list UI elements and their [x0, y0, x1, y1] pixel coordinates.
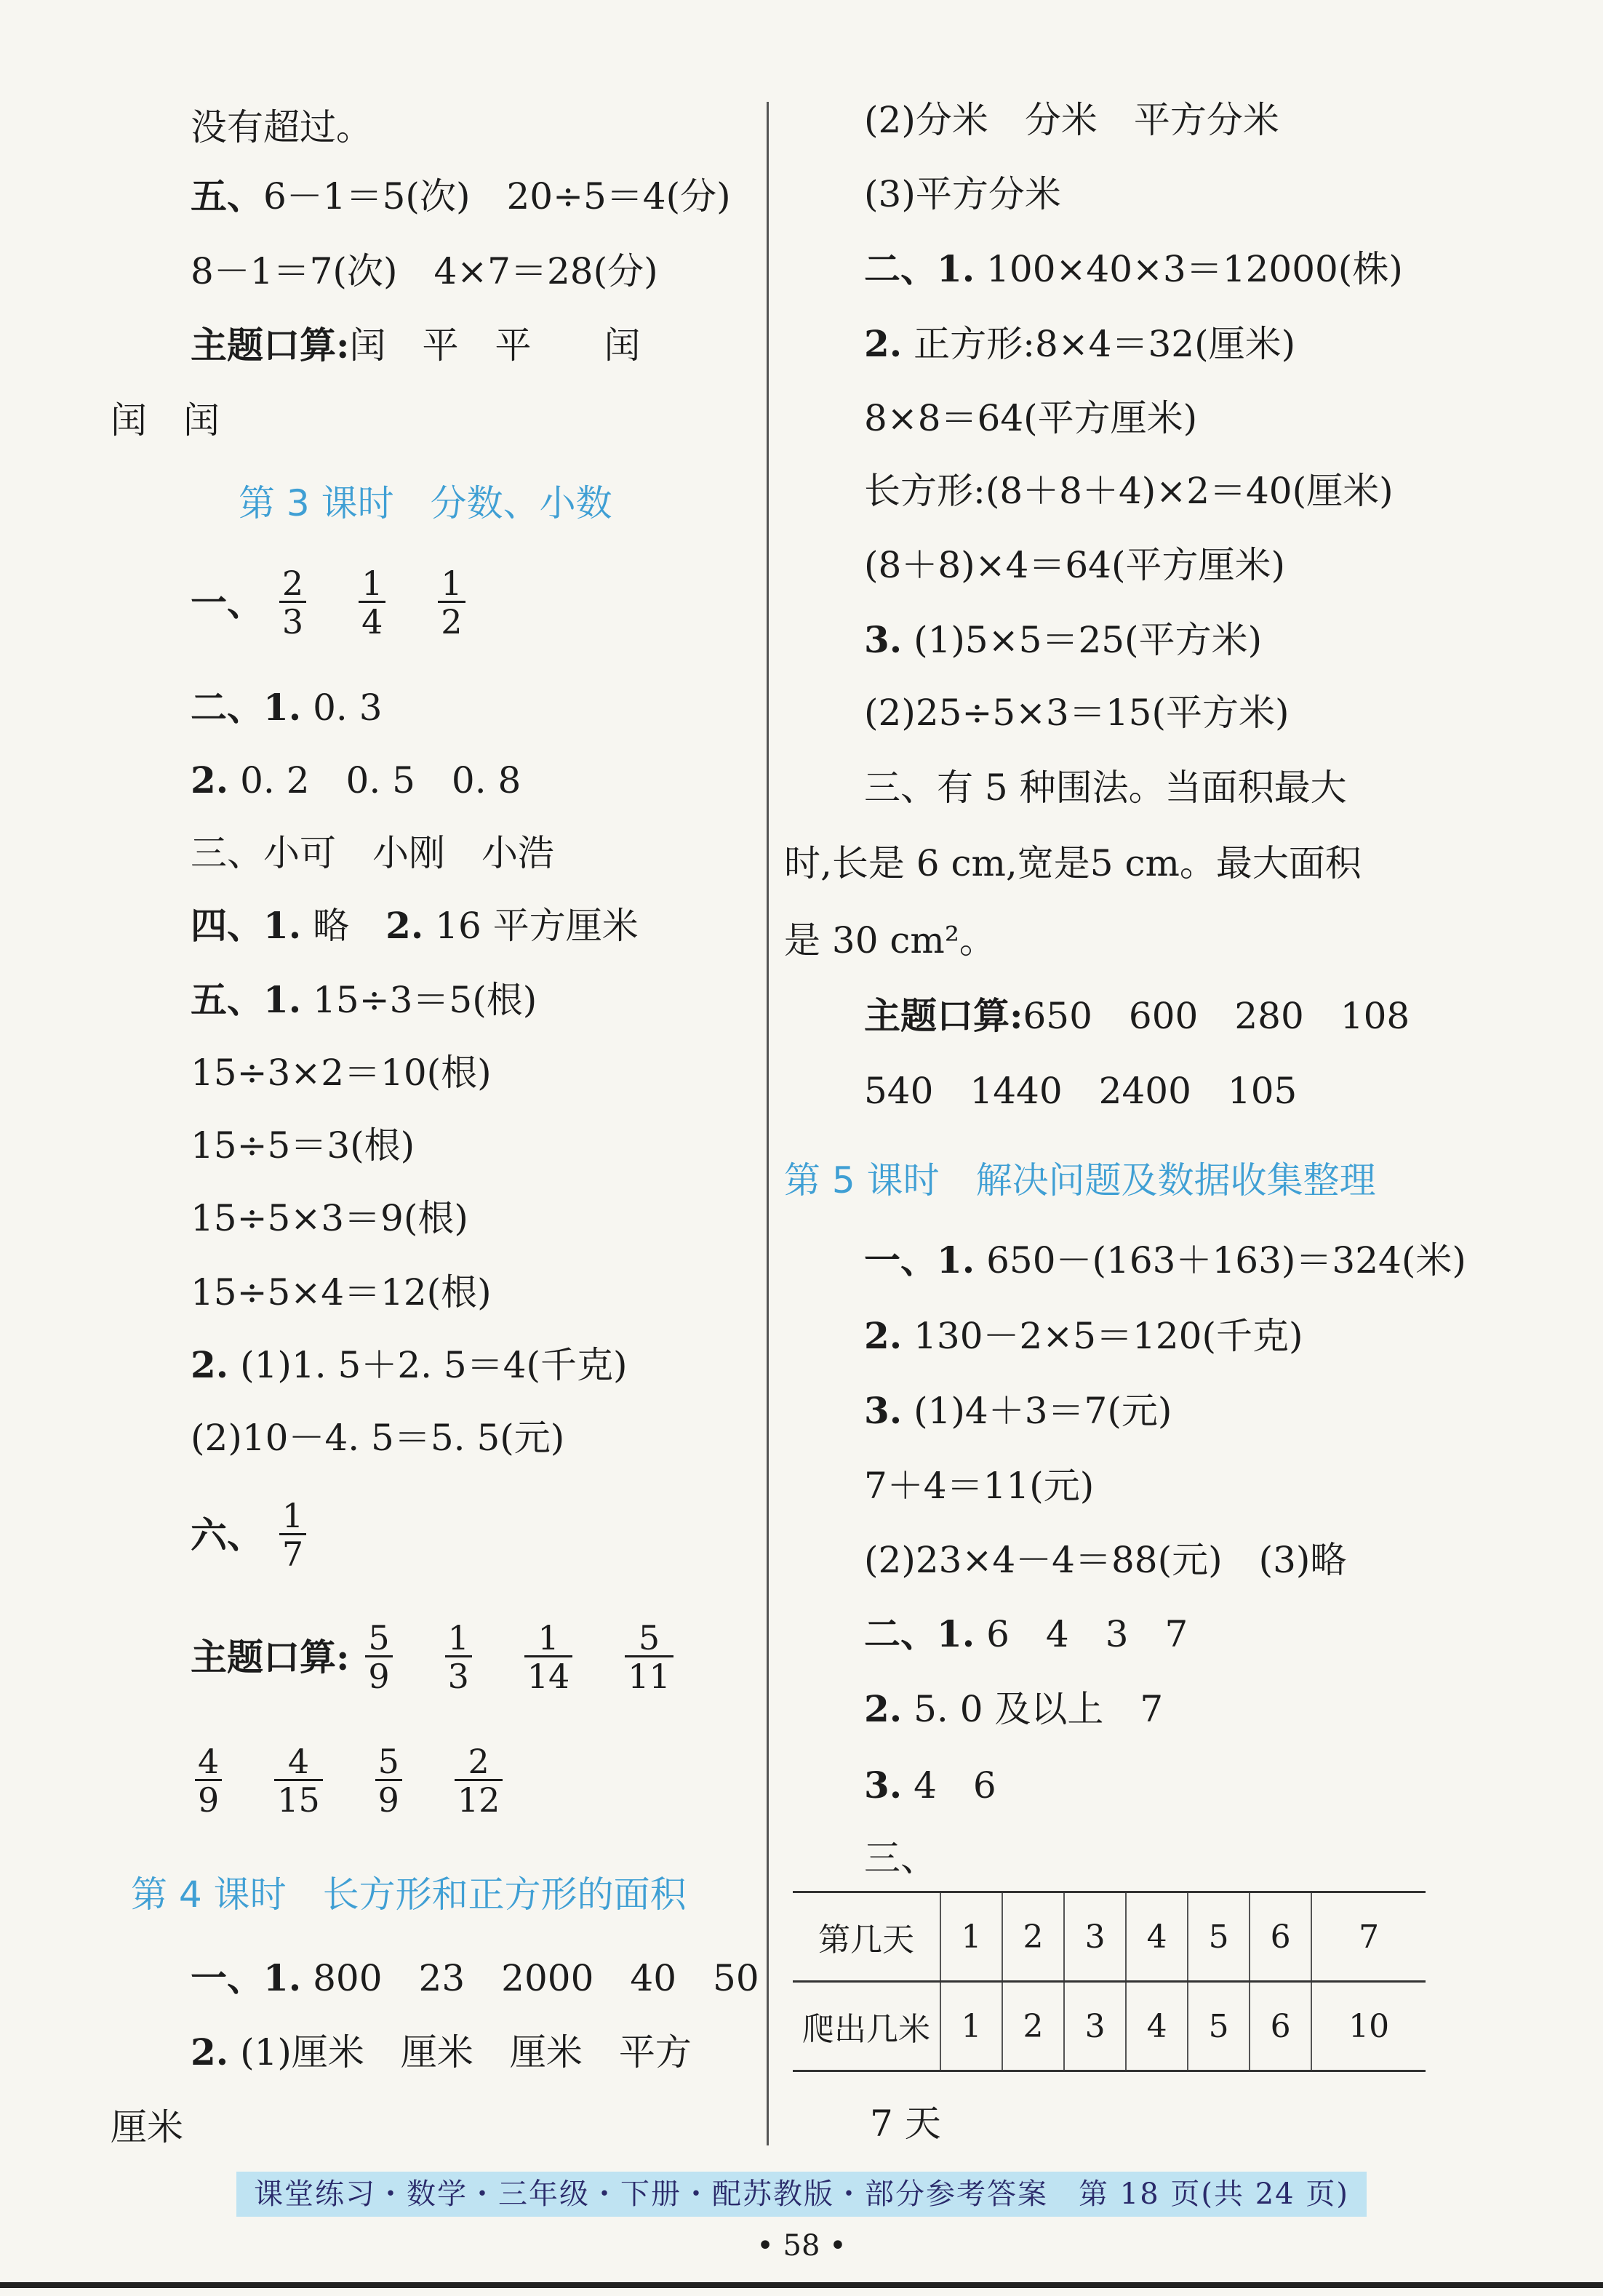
answer-line — [864, 322, 1296, 365]
answer-text: 略 — [301, 905, 386, 947]
answer-text: (1)1. 5＋2. 5＝4(千克) — [228, 1344, 628, 1386]
answer-line — [191, 1343, 628, 1386]
answer-text: 闰 平 平 闰 — [349, 324, 641, 367]
page-number: • 58 • — [756, 2229, 847, 2263]
table-cell: 4 — [1126, 1892, 1188, 1982]
answer-line: 8－1＝7(次) 4×7＝28(分) — [191, 250, 658, 292]
answer-line: (2)25÷5×3＝15(平方米) — [864, 692, 1290, 734]
section-label: 2. — [191, 759, 229, 801]
answer-line: 7＋4＝11(元) — [864, 1465, 1095, 1507]
answer-text: 800 23 2000 40 50 — [301, 1957, 759, 1999]
answer-text: 6 4 3 7 — [975, 1613, 1188, 1655]
answer-text: 15÷3＝5(根) — [301, 979, 537, 1021]
answer-line: 8×8＝64(平方厘米) — [864, 397, 1198, 439]
answer-line — [864, 1239, 1466, 1281]
fraction: $\frac{2}{12}$ — [455, 1744, 503, 1818]
section-label: 二、1. — [191, 686, 302, 729]
lesson-title: 第 5 课时 解决问题及数据收集整理 — [784, 1159, 1376, 1201]
table-cell: 2 — [1002, 1982, 1064, 2071]
answer-line — [864, 1389, 1172, 1432]
section-label: 2. — [191, 1343, 229, 1386]
answer-line: (8＋8)×4＝64(平方厘米) — [864, 544, 1285, 586]
section-label: 二、1. — [864, 247, 975, 290]
table-cell: 10 — [1311, 1982, 1426, 2071]
answer-line — [191, 566, 502, 640]
table-row-header: 爬出几米 — [793, 1982, 940, 2071]
section-label: 一、1. — [191, 1956, 302, 1999]
fraction: $\frac{5}{11}$ — [625, 1620, 673, 1695]
climb-table — [793, 1891, 1426, 2072]
section-label: 2. — [864, 322, 903, 365]
answer-line — [191, 175, 731, 217]
section-label: 3. — [864, 1764, 903, 1807]
answer-line — [191, 978, 537, 1021]
answer-text: 4 6 — [902, 1764, 996, 1807]
table-cell: 3 — [1064, 1982, 1126, 2071]
answer-text: 650 600 280 108 — [1023, 995, 1410, 1037]
section-label: 一、 — [191, 580, 263, 624]
answer-line — [864, 1314, 1303, 1357]
table-row-header: 第几天 — [793, 1892, 940, 1982]
fraction: $\frac{4}{15}$ — [274, 1744, 323, 1818]
table-cell: 2 — [1002, 1892, 1064, 1982]
table-cell: 5 — [1188, 1892, 1250, 1982]
fraction: $\frac{1}{3}$ — [445, 1620, 472, 1695]
answer-line — [864, 247, 1403, 290]
fraction: $\frac{1}{2}$ — [438, 566, 465, 640]
answer-line: 15÷5×3＝9(根) — [191, 1197, 468, 1239]
answer-text: 5. 0 及以上 7 — [902, 1688, 1164, 1730]
answer-text: 0. 3 — [301, 687, 383, 729]
answer-text: 0. 2 0. 5 0. 8 — [228, 759, 521, 801]
fraction: $\frac{2}{3}$ — [279, 566, 306, 640]
section-label: 主题口算: — [191, 1635, 350, 1679]
answer-line: 15÷5×4＝12(根) — [191, 1271, 492, 1313]
table-cell: 1 — [940, 1892, 1002, 1982]
answer-text: 650－(163＋163)＝324(米) — [975, 1239, 1466, 1281]
answer-line — [191, 759, 521, 801]
fraction: $\frac{4}{9}$ — [195, 1744, 222, 1818]
section-label: 五、1. — [191, 978, 302, 1021]
answer-line: (2)分米 分米 平方分米 — [864, 99, 1279, 141]
answer-line — [864, 994, 1410, 1037]
section-label: 四、1. — [191, 904, 302, 947]
table-row — [793, 1982, 1426, 2071]
table-cell: 1 — [940, 1982, 1002, 2071]
section-label: 2. — [864, 1314, 903, 1357]
fraction: $\frac{5}{9}$ — [375, 1744, 402, 1818]
section-label: 六、 — [191, 1513, 263, 1556]
answer-line: 三、 — [864, 1837, 937, 1879]
section-label: 2. — [864, 1687, 903, 1730]
table-cell: 6 — [1250, 1892, 1311, 1982]
answer-line: (3)平方分米 — [864, 173, 1061, 215]
section-label: 主题口算: — [191, 324, 350, 367]
answer-text: 6－1＝5(次) 20÷5＝4(分) — [263, 175, 731, 217]
answer-line: 是 30 cm²。 — [784, 919, 996, 961]
answer-line: 15÷5＝3(根) — [191, 1124, 415, 1167]
table-row — [793, 1892, 1426, 1982]
answer-line — [864, 618, 1263, 661]
answer-line: 长方形:(8＋8＋4)×2＝40(厘米) — [864, 470, 1394, 512]
table-cell: 6 — [1250, 1982, 1311, 2071]
answer-line: 厘米 — [111, 2106, 183, 2148]
section-label: 3. — [864, 1389, 903, 1432]
answer-text: 100×40×3＝12000(株) — [975, 248, 1403, 290]
lesson-title: 第 3 课时 分数、小数 — [239, 482, 612, 524]
answer-line — [864, 1687, 1164, 1730]
answer-text: 16 平方厘米 — [423, 905, 639, 947]
answer-line — [191, 686, 383, 729]
bottom-rule — [0, 2282, 1603, 2288]
column-divider — [767, 102, 769, 2145]
answer-line: 闰 闰 — [111, 399, 220, 441]
footer-text: 课堂练习・数学・三年级・下册・配苏教版・部分参考答案 第 18 页(共 24 页) — [236, 2172, 1367, 2217]
fraction: $\frac{1}{4}$ — [359, 566, 385, 640]
answer-line — [864, 1764, 996, 1807]
answer-line: 15÷3×2＝10(根) — [191, 1052, 492, 1094]
fraction: $\frac{1}{14}$ — [524, 1620, 573, 1695]
answer-line: 三、有 5 种围法。当面积最大 — [864, 767, 1347, 809]
section-label: 五、 — [191, 175, 263, 217]
answer-text: 正方形:8×4＝32(厘米) — [902, 323, 1296, 365]
answer-line — [191, 1496, 311, 1575]
section-label: 3. — [864, 618, 903, 661]
answer-line — [191, 904, 639, 947]
page-footer — [0, 2170, 1603, 2217]
answer-line: 540 1440 2400 105 — [864, 1070, 1298, 1112]
answer-text: 130－2×5＝120(千克) — [902, 1315, 1303, 1357]
answer-text: (1)5×5＝25(平方米) — [902, 619, 1263, 661]
answer-line: 7 天 — [870, 2103, 941, 2145]
lesson-title: 第 4 课时 长方形和正方形的面积 — [131, 1873, 687, 1916]
table-cell: 7 — [1311, 1892, 1426, 1982]
answer-line — [191, 2031, 692, 2073]
fraction: $\frac{1}{7}$ — [279, 1498, 306, 1572]
section-label: 二、1. — [864, 1612, 975, 1655]
fraction: $\frac{5}{9}$ — [365, 1620, 392, 1695]
answer-line — [191, 324, 641, 367]
answer-line — [864, 1612, 1188, 1655]
section-label: 2. — [191, 2031, 229, 2073]
table-cell: 3 — [1064, 1892, 1126, 1982]
table-cell: 4 — [1126, 1982, 1188, 2071]
answer-line: (2)23×4－4＝88(元) (3)略 — [864, 1539, 1347, 1581]
answer-line — [191, 1956, 759, 1999]
answer-line: 没有超过。 — [191, 106, 372, 148]
answer-line — [191, 1620, 710, 1695]
answer-line: 三、小可 小刚 小浩 — [191, 832, 554, 874]
answer-text: (1)4＋3＝7(元) — [902, 1390, 1172, 1432]
answer-text: (1)厘米 厘米 厘米 平方 — [228, 2031, 692, 2073]
table-cell: 5 — [1188, 1982, 1250, 2071]
answer-line — [191, 1744, 539, 1818]
answer-line: (2)10－4. 5＝5. 5(元) — [191, 1417, 565, 1459]
section-label: 主题口算: — [864, 994, 1023, 1037]
section-label: 2. — [385, 904, 424, 947]
answer-line: 时,长是 6 cm,宽是5 cm。最大面积 — [784, 842, 1362, 884]
section-label: 一、1. — [864, 1239, 975, 1281]
